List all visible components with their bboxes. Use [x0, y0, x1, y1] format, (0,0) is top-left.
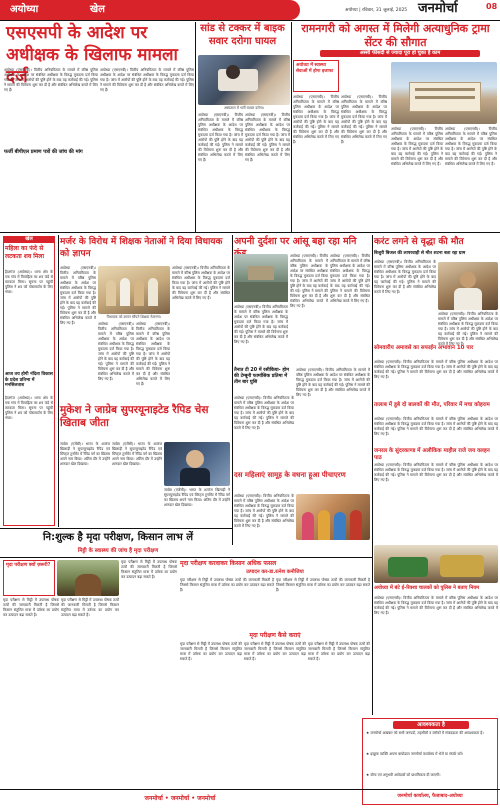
vrule-4 — [232, 235, 233, 545]
truck-body-col1: अयोध्या (एसएनबी)। वित्तीय अनियमितता के मामले में वरिष्ठ पुलिस अधीक्षक के आदेश पर संबंधित अधीक्षक के विरुद्ध मुकदमा दर्ज किया गया है। जांच में आरोपों की पुष्टि होने के बाद यह कार्रवाई की गई। पुलिस ने मामले की विवेचना शुरू कर दी है और संबंधित अभिलेख कब्जे में लिए गए हैं। — [198, 113, 243, 162]
header-rule — [0, 20, 500, 21]
chess-photo — [164, 442, 230, 486]
tram-body-col2: अयोध्या (एसएनबी)। वित्तीय अनियमितता के मामले में वरिष्ठ पुलिस अधीक्षक के आदेश पर संबंधित अधीक्षक के विरुद्ध मुकदमा दर्ज किया गया है। जांच में आरोपों की पुष्टि होने के बाद यह कार्रवाई की गई। पुलिस ने मामले की विवेचना शुरू कर दी है और संबंधित अभिलेख कब्जे में लिए गए हैं। — [341, 95, 387, 144]
notice-box — [362, 718, 498, 805]
merger-headline: मर्जर के विरोध में शिक्षक नेताओं ने दिया विधायक को ज्ञापन — [60, 237, 223, 259]
hrule-3 — [0, 557, 372, 558]
sports-headline: महिला का फंदे से लटकता शव मिला — [5, 245, 45, 260]
sports-body-2: हैदरगंज (अयोध्या)। थाना क्षेत्र के एक गांव में विवाहिता का शव फंदे से लटकता मिला। सूचना पर पहुंची पुलिस ने शव को पोस्टमार्टम के लिए भेजा। — [5, 396, 53, 420]
women-group-photo — [296, 494, 370, 540]
arbitrator-spacer — [296, 543, 372, 557]
current-body-col1: अयोध्या (एसएनबी)। वित्तीय अनियमितता के मामले में वरिष्ठ पुलिस अधीक्षक के आदेश पर संबंधित अधीक्षक के विरुद्ध मुकदमा दर्ज किया गया है। जांच में आरोपों की पुष्टि होने के बाद यह कार्रवाई की गई। पुलिस ने मामले की विवेचना शुरू कर दी है और संबंधित अभिलेख कब्जे में लिए गए हैं। — [374, 260, 436, 294]
merger-body-col3: अयोध्या (एसएनबी)। वित्तीय अनियमितता के मामले में वरिष्ठ पुलिस अधीक्षक के आदेश पर संबंधित अधीक्षक के विरुद्ध मुकदमा दर्ज किया गया है। जांच में आरोपों की पुष्टि होने के बाद यह कार्रवाई की गई। पुलिस ने मामले की विवेचना शुरू कर दी है और संबंधित अभिलेख कब्जे में लिए गए हैं। — [136, 322, 170, 386]
tears-headline: अपनी दुर्दशा पर आंसू बहा रहा मनि — [234, 236, 357, 247]
lead-subhead: फर्जी बीपीएल प्रमाण पत्रों की जांच की मांग — [4, 149, 83, 155]
city-name: अयोध्या — [10, 4, 39, 15]
soil-lab-head: मृदा परीक्षण करवाकर किसान अधिक फसल — [180, 560, 277, 567]
notice-item-3: ★ योग्य एवं अनुभवी आवेदकों को प्राथमिकता दी जाएगी। — [366, 773, 441, 777]
current-subhead-2: सोमवारीय अमावसे का सफाईन अभावान 10 पार — [374, 345, 474, 351]
notice-footer: जनमोर्चा कार्यालय, फैजाबाद-अयोध्या — [397, 794, 463, 799]
current-body-col4: अयोध्या (एसएनबी)। वित्तीय अनियमितता के मामले में वरिष्ठ पुलिस अधीक्षक के आदेश पर संबंधित अधीक्षक के विरुद्ध मुकदमा दर्ज किया गया है। जांच में आरोपों की पुष्टि होने के बाद यह कार्रवाई की गई। पुलिस ने मामले की विवेचना शुरू कर दी है और संबंधित अभिलेख कब्जे में लिए गए हैं। — [374, 417, 498, 436]
soil-label-box — [3, 560, 55, 596]
tears-body-col6: अयोध्या (एसएनबी)। वित्तीय अनियमितता के मामले में वरिष्ठ पुलिस अधीक्षक के आदेश पर संबंधित अधीक्षक के विरुद्ध मुकदमा दर्ज किया गया है। जांच में आरोपों की पुष्टि होने के बाद यह कार्रवाई की गई। पुलिस ने मामले की विवेचना शुरू कर दी है और संबंधित अभिलेख कब्जे में लिए गए हैं। — [234, 494, 294, 528]
current-subhead-5: अयोध्या में बंटे ई-रिक्शा चालकों को पुलिस ने बताए नियम — [374, 585, 480, 591]
truck-headline: सांड से टक्कर में बाइक सवार दरोगा घायल — [200, 23, 285, 47]
hrule-1 — [0, 232, 500, 233]
current-photo — [438, 262, 498, 310]
tram-body-col4: अयोध्या (एसएनबी)। वित्तीय अनियमितता के मामले में वरिष्ठ पुलिस अधीक्षक के आदेश पर संबंधित अधीक्षक के विरुद्ध मुकदमा दर्ज किया गया है। जांच में आरोपों की पुष्टि होने के बाद यह कार्रवाई की गई। पुलिस ने मामले की विवेचना शुरू कर दी है और संबंधित अभिलेख कब्जे में लिए गए हैं। — [445, 127, 497, 166]
sports-subhead: आज तय होगी नंदिता विकास के प्रदेश प्रतिभा में मनसिलताश — [5, 372, 53, 388]
truck-photo — [198, 55, 290, 105]
soil-method-head: मृदा परीक्षण कैसे कराएं — [249, 632, 301, 639]
soil-lab-sub: उत्पादन कर-डा.रत्नेश कनौजिया — [246, 569, 304, 575]
tears-body-col3: अयोध्या (एसएनबी)। वित्तीय अनियमितता के मामले में वरिष्ठ पुलिस अधीक्षक के आदेश पर संबंधित अधीक्षक के विरुद्ध मुकदमा दर्ज किया गया है। जांच में आरोपों की पुष्टि होने के बाद यह कार्रवाई की गई। पुलिस ने मामले की विवेचना शुरू कर दी है और संबंधित अभिलेख कब्जे में लिए गए हैं। — [330, 254, 370, 303]
lead-body-col1: अयोध्या (एसएनबी)। वित्तीय अनियमितता के मामले में वरिष्ठ पुलिस अधीक्षक के आदेश पर संबंधित अधीक्षक के विरुद्ध मुकदमा दर्ज किया गया है। जांच में आरोपों की पुष्टि होने के बाद यह कार्रवाई की गई। पुलिस ने मामले की विवेचना शुरू कर दी है और संबंधित अभिलेख कब्जे में लिए गए हैं। — [4, 68, 98, 92]
tram-label-box — [293, 60, 339, 92]
tears-photo — [234, 254, 288, 302]
notice-item-2: ★ इच्छुक व्यक्ति अपना बायोडाटा जनमोर्चा कार्यालय में भेजें या संपर्क करें। — [366, 752, 464, 756]
hrule-4 — [0, 789, 500, 790]
chess-headline: मुकेश ने जाग्रेब सुपरयूनाइटेड रैपिड चेस खिताब जीता — [60, 404, 209, 429]
merger-body-col4: अयोध्या (एसएनबी)। वित्तीय अनियमितता के मामले में वरिष्ठ पुलिस अधीक्षक के आदेश पर संबंधित अधीक्षक के विरुद्ध मुकदमा दर्ज किया गया है। जांच में आरोपों की पुष्टि होने के बाद यह कार्रवाई की गई। पुलिस ने मामले की विवेचना शुरू कर दी है और संबंधित अभिलेख कब्जे में लिए गए हैं। — [172, 266, 230, 300]
soil-subhead: मिट्टी के स्वास्थ्य की जांच है मृदा परीक्षण — [77, 548, 159, 554]
soil-box-label: मृदा परीक्षण क्यों ज़रूरी? — [6, 563, 51, 568]
tears-body-col5: अयोध्या (एसएनबी)। वित्तीय अनियमितता के मामले में वरिष्ठ पुलिस अधीक्षक के आदेश पर संबंधित अधीक्षक के विरुद्ध मुकदमा दर्ज किया गया है। जांच में आरोपों की पुष्टि होने के बाद यह कार्रवाई की गई। पुलिस ने मामले की विवेचना शुरू कर दी है और संबंधित अभिलेख कब्जे में लिए गए हैं। — [296, 368, 370, 397]
tram-body-col1: अयोध्या (एसएनबी)। वित्तीय अनियमितता के मामले में वरिष्ठ पुलिस अधीक्षक के आदेश पर संबंधित अधीक्षक के विरुद्ध मुकदमा दर्ज किया गया है। जांच में आरोपों की पुष्टि होने के बाद यह कार्रवाई की गई। पुलिस ने मामले की विवेचना शुरू कर दी है और संबंधित अभिलेख कब्जे में लिए गए हैं। — [293, 95, 339, 144]
merger-body-col2: अयोध्या (एसएनबी)। वित्तीय अनियमितता के मामले में वरिष्ठ पुलिस अधीक्षक के आदेश पर संबंधित अधीक्षक के विरुद्ध मुकदमा दर्ज किया गया है। जांच में आरोपों की पुष्टि होने के बाद यह कार्रवाई की गई। पुलिस ने मामले की विवेचना शुरू कर दी है और संबंधित अभिलेख कब्जे में लिए गए हैं। — [98, 322, 134, 381]
current-headline: करंट लगने से वृद्धा की मौत — [374, 237, 464, 247]
date-line: अयोध्या | रविवार, 31 जुलाई, 2025 — [345, 8, 408, 13]
tram-headline: रामनगरी को अगस्त में मिलेगी अत्याधुनिक ट्रामा सेंटर की सौगात — [301, 22, 490, 49]
rickshaw-photo — [374, 545, 498, 583]
footer-ad: जनमोर्चा • जनमोर्चा • जनमोर्चा — [144, 795, 216, 802]
current-body-col2: अयोध्या (एसएनबी)। वित्तीय अनियमितता के मामले में वरिष्ठ पुलिस अधीक्षक के आदेश पर संबंधित अधीक्षक के विरुद्ध मुकदमा दर्ज किया गया है। जांच में आरोपों की पुष्टि होने के बाद यह कार्रवाई की गई। पुलिस ने मामले की विवेचना शुरू कर दी है और संबंधित अभिलेख कब्जे में लिए गए हैं। — [438, 312, 498, 346]
tears-body-col2: अयोध्या (एसएनबी)। वित्तीय अनियमितता के मामले में वरिष्ठ पुलिस अधीक्षक के आदेश पर संबंधित अधीक्षक के विरुद्ध मुकदमा दर्ज किया गया है। जांच में आरोपों की पुष्टि होने के बाद यह कार्रवाई की गई। पुलिस ने मामले की विवेचना शुरू कर दी है और संबंधित अभिलेख कब्जे में लिए गए हैं। — [290, 254, 328, 308]
chess-body-col2: जाग्रेब (एजेंसी)। भारत के शतरंज खिलाड़ी ने सुपरयूनाइटेड रैपिड एवं ब्लिट्ज टूर्नामेंट में रैपिड वर्ग का खिताब अपने नाम किया। अंतिम दौर में उन्होंने शानदार खेल दिखाया। — [112, 442, 162, 466]
vrule-3 — [58, 235, 59, 527]
lead-headline: एसएसपी के आदेश पर अधीक्षक के खिलाफ मामला दर्ज — [6, 23, 178, 87]
sports-box-label: खेल — [3, 236, 55, 243]
truck-body-col2: अयोध्या (एसएनबी)। वित्तीय अनियमितता के मामले में वरिष्ठ पुलिस अधीक्षक के आदेश पर संबंधित अधीक्षक के विरुद्ध मुकदमा दर्ज किया गया है। जांच में आरोपों की पुष्टि होने के बाद यह कार्रवाई की गई। पुलिस ने मामले की विवेचना शुरू कर दी है और संबंधित अभिलेख कब्जे में लिए गए हैं। — [245, 113, 290, 162]
vrule-1 — [195, 22, 196, 232]
current-body-col5: अयोध्या (एसएनबी)। वित्तीय अनियमितता के मामले में वरिष्ठ पुलिस अधीक्षक के आदेश पर संबंधित अधीक्षक के विरुद्ध मुकदमा दर्ज किया गया है। जांच में आरोपों की पुष्टि होने के बाद यह कार्रवाई की गई। पुलिस ने मामले की विवेचना शुरू कर दी है और संबंधित अभिलेख कब्जे में लिए गए हैं। — [374, 463, 498, 482]
chess-body-col1: जाग्रेब (एजेंसी)। भारत के शतरंज खिलाड़ी ने सुपरयूनाइटेड रैपिड एवं ब्लिट्ज टूर्नामेंट में रैपिड वर्ग का खिताब अपने नाम किया। अंतिम दौर में उन्होंने शानदार खेल दिखाया। — [60, 442, 110, 466]
soil-body-col5: मृदा परीक्षण से मिट्टी में उपलब्ध पोषक तत्वों की जानकारी मिलती है जिससे किसान संतुलित मात्रा में उर्वरक का प्रयोग कर उत्पादन बढ़ा सकते हैं। — [276, 578, 370, 592]
header-banner — [0, 0, 300, 20]
brand-logo: जनमोर्चा — [418, 1, 458, 16]
soil-body-col8: मृदा परीक्षण से मिट्टी में उपलब्ध पोषक तत्वों की जानकारी मिलती है जिससे किसान संतुलित मात्रा में उर्वरक का प्रयोग कर उत्पादन बढ़ा सकते हैं। — [308, 642, 370, 661]
lead-body-col2: अयोध्या (एसएनबी)। वित्तीय अनियमितता के मामले में वरिष्ठ पुलिस अधीक्षक के आदेश पर संबंधित अधीक्षक के विरुद्ध मुकदमा दर्ज किया गया है। जांच में आरोपों की पुष्टि होने के बाद यह कार्रवाई की गई। पुलिस ने मामले की विवेचना शुरू कर दी है और संबंधित अभिलेख कब्जे में लिए गए हैं। — [100, 68, 194, 92]
current-subhead: बिजुरी बिजल की लापरवाही से मौत शटना बता रहा ग्राम — [374, 251, 466, 256]
page-number: 08 — [486, 2, 498, 11]
notice-item-1: ★ जनमोर्चा अखबार को सभी जनपदों, तहसीलों व ब्लॉकों में संवाददाता की आवश्यकता है। — [366, 731, 484, 735]
tram-building-photo — [391, 62, 497, 124]
tears-body-col4: अयोध्या (एसएनबी)। वित्तीय अनियमितता के मामले में वरिष्ठ पुलिस अधीक्षक के आदेश पर संबंधित अधीक्षक के विरुद्ध मुकदमा दर्ज किया गया है। जांच में आरोपों की पुष्टि होने के बाद यह कार्रवाई की गई। पुलिस ने मामले की विवेचना शुरू कर दी है और संबंधित अभिलेख कब्जे में लिए गए हैं। — [234, 396, 294, 430]
soil-body-col2: मृदा परीक्षण से मिट्टी में उपलब्ध पोषक तत्वों की जानकारी मिलती है जिससे किसान संतुलित मात्रा में उर्वरक का प्रयोग कर उत्पादन बढ़ा सकते हैं। — [61, 598, 119, 617]
tears-body-col1: अयोध्या (एसएनबी)। वित्तीय अनियमितता के मामले में वरिष्ठ पुलिस अधीक्षक के आदेश पर संबंधित अधीक्षक के विरुद्ध मुकदमा दर्ज किया गया है। जांच में आरोपों की पुष्टि होने के बाद यह कार्रवाई की गई। पुलिस ने मामले की विवेचना शुरू कर दी है और संबंधित अभिलेख कब्जे में लिए गए हैं। — [234, 305, 288, 344]
section-name: खेल — [90, 4, 105, 15]
current-subhead-3: तालाब में डूबे दो बालकों की मौत, परिवार में मचा कोहराम — [374, 402, 490, 408]
vrule-5 — [372, 235, 373, 715]
page-header — [0, 0, 500, 20]
chess-body-col3: जाग्रेब (एजेंसी)। भारत के शतरंज खिलाड़ी ने सुपरयूनाइटेड रैपिड एवं ब्लिट्ज टूर्नामेंट में रैपिड वर्ग का खिताब अपने नाम किया। अंतिम दौर में उन्होंने शानदार खेल दिखाया। — [164, 488, 230, 507]
merger-body-col1: अयोध्या (एसएनबी)। वित्तीय अनियमितता के मामले में वरिष्ठ पुलिस अधीक्षक के आदेश पर संबंधित अधीक्षक के विरुद्ध मुकदमा दर्ज किया गया है। जांच में आरोपों की पुष्टि होने के बाद यह कार्रवाई की गई। पुलिस ने मामले की विवेचना शुरू कर दी है और संबंधित अभिलेख कब्जे में लिए गए हैं। — [60, 266, 96, 325]
current-body-col6: अयोध्या (एसएनबी)। वित्तीय अनियमितता के मामले में वरिष्ठ पुलिस अधीक्षक के आदेश पर संबंधित अधीक्षक के विरुद्ध मुकदमा दर्ज किया गया है। जांच में आरोपों की पुष्टि होने के बाद यह कार्रवाई की गई। पुलिस ने मामले की विवेचना शुरू कर दी है और संबंधित अभिलेख कब्जे में लिए गए हैं। — [374, 596, 498, 615]
soil-body-col7: मृदा परीक्षण से मिट्टी में उपलब्ध पोषक तत्वों की जानकारी मिलती है जिससे किसान संतुलित मात्रा में उर्वरक का प्रयोग कर उत्पादन बढ़ा सकते हैं। — [244, 642, 306, 661]
tram-box-label: अयोध्या में स्वास्थ्य सेवाओं में होगा इजाफा — [296, 63, 334, 74]
current-body-col3: अयोध्या (एसएनबी)। वित्तीय अनियमितता के मामले में वरिष्ठ पुलिस अधीक्षक के आदेश पर संबंधित अधीक्षक के विरुद्ध मुकदमा दर्ज किया गया है। जांच में आरोपों की पुष्टि होने के बाद यह कार्रवाई की गई। पुलिस ने मामले की विवेचना शुरू कर दी है और संबंधित अभिलेख कब्जे में लिए गए हैं। — [374, 360, 498, 379]
soil-body-col6: मृदा परीक्षण से मिट्टी में उपलब्ध पोषक तत्वों की जानकारी मिलती है जिससे किसान संतुलित मात्रा में उर्वरक का प्रयोग कर उत्पादन बढ़ा सकते हैं। — [180, 642, 242, 661]
soil-body-col4: मृदा परीक्षण से मिट्टी में उपलब्ध पोषक तत्वों की जानकारी मिलती है जिससे किसान संतुलित मात्रा में उर्वरक का प्रयोग कर उत्पादन बढ़ा सकते हैं। — [180, 578, 274, 592]
truck-caption: अस्पताल में भर्ती घायल दरोगा। — [223, 106, 265, 110]
merger-photo — [98, 266, 170, 314]
tram-body-col3: अयोध्या (एसएनबी)। वित्तीय अनियमितता के मामले में वरिष्ठ पुलिस अधीक्षक के आदेश पर संबंधित अधीक्षक के विरुद्ध मुकदमा दर्ज किया गया है। जांच में आरोपों की पुष्टि होने के बाद यह कार्रवाई की गई। पुलिस ने मामले की विवेचना शुरू कर दी है और संबंधित अभिलेख कब्जे में लिए गए हैं। — [391, 127, 443, 166]
current-subhead-4: जनरल के सुंदरकाण्ड में अलौकिक माहौल राजे जय वलहन पाठ — [374, 448, 490, 461]
soil-body-col1: मृदा परीक्षण से मिट्टी में उपलब्ध पोषक तत्वों की जानकारी मिलती है जिससे किसान संतुलित मात्रा में उर्वरक का प्रयोग कर उत्पादन बढ़ा सकते हैं। — [3, 598, 59, 617]
vrule-2 — [291, 22, 292, 232]
soil-body-col3: मृदा परीक्षण से मिट्टी में उपलब्ध पोषक तत्वों की जानकारी मिलती है जिससे किसान संतुलित मात्रा में उर्वरक का प्रयोग कर उत्पादन बढ़ा सकते हैं। — [121, 560, 177, 579]
tears-subhead-2: दस महिलाएं सामूह के वधना हूआ पीचाएरण — [234, 471, 346, 479]
tears-subhead: तैनात टी 20 में रसीकिया- होम की टेम्बूनी फार्मासिक प्रतिमा में तीन बार घुसि — [234, 368, 289, 385]
soil-photo — [57, 560, 119, 596]
notice-title: आवश्यकता है — [393, 721, 469, 729]
merger-caption: विधायक को ज्ञापन सौंपते शिक्षक नेतागण। — [106, 315, 162, 319]
tram-subhead: अस्सी फीसदी से ज्यादा पूरा हो चुका है काम — [320, 50, 480, 57]
soil-headline: नि:शुल्क है मृदा परीक्षण, किसान लाभ लें — [42, 532, 194, 543]
hrule-2 — [0, 528, 232, 529]
sports-body: हैदरगंज (अयोध्या)। थाना क्षेत्र के एक गांव में विवाहिता का शव फंदे से लटकता मिला। सूचना पर पहुंची पुलिस ने शव को पोस्टमार्टम के लिए भेजा। — [5, 270, 53, 294]
